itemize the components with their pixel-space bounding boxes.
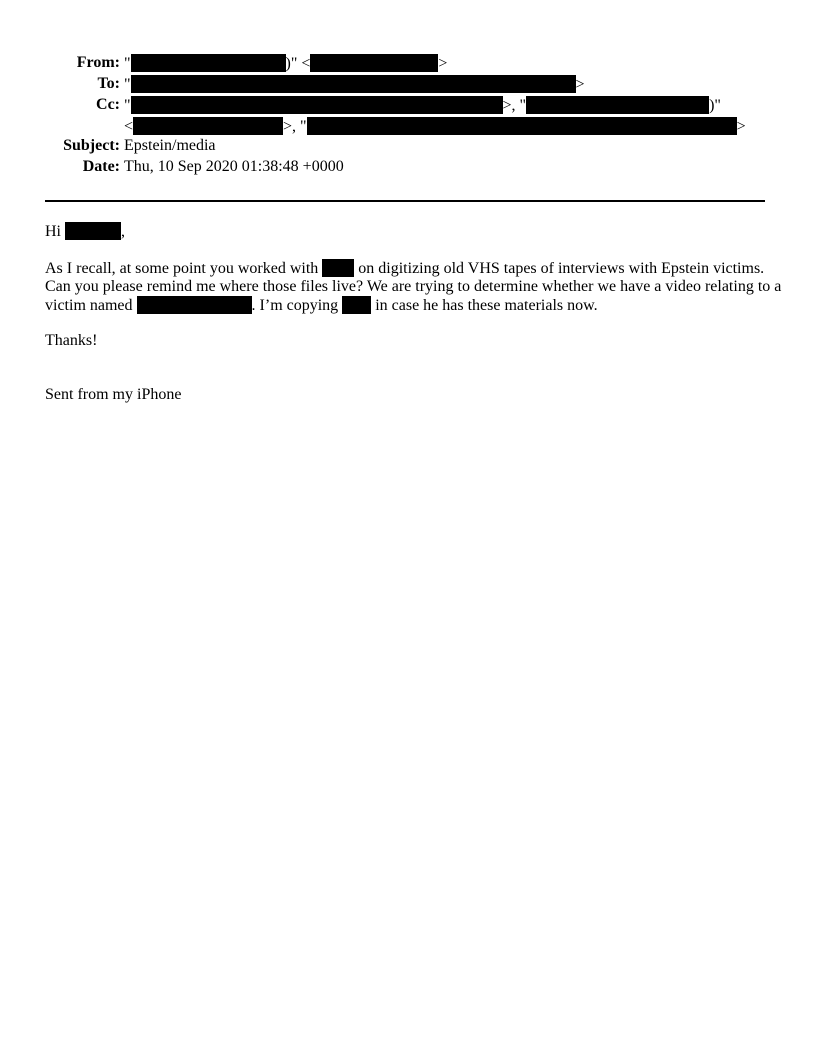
cc-row-continued bbox=[0, 117, 816, 137]
message-paragraph: As I recall, at some point you worked with on digitizing old VHS tapes of interviews with Epstein victims. Can you please remind me where those files live? We are trying to determine whether we have a video relating to a victim named . I’m copying in case he has these materials now. bbox=[45, 260, 782, 314]
email-header bbox=[0, 54, 816, 179]
signature: Sent from my iPhone bbox=[45, 386, 182, 403]
to-value: " > bbox=[124, 76, 585, 93]
subject-label: Subject: bbox=[63, 137, 120, 154]
subject-value: Epstein/media bbox=[124, 137, 216, 154]
from-row bbox=[0, 54, 816, 75]
from-value: " )" < > bbox=[124, 55, 448, 72]
date-value: Thu, 10 Sep 2020 01:38:48 +0000 bbox=[124, 158, 344, 175]
redaction-block bbox=[307, 117, 737, 135]
closing-thanks: Thanks! bbox=[45, 332, 98, 349]
from-label: From: bbox=[76, 54, 120, 71]
date-row bbox=[0, 158, 816, 179]
header-divider bbox=[45, 200, 765, 202]
redaction-block bbox=[310, 54, 438, 72]
redaction-block bbox=[65, 222, 121, 240]
cc-label: Cc: bbox=[96, 96, 120, 113]
date-label: Date: bbox=[82, 158, 120, 175]
redaction-block bbox=[131, 96, 503, 114]
greeting: Hi , bbox=[45, 223, 125, 240]
cc-value-continued: < >, " > bbox=[124, 118, 746, 135]
subject-row bbox=[0, 137, 816, 158]
redaction-block bbox=[342, 296, 371, 314]
redaction-block bbox=[526, 96, 709, 114]
to-row bbox=[0, 75, 816, 96]
redaction-block bbox=[137, 296, 252, 314]
redaction-block bbox=[322, 259, 354, 277]
redaction-block bbox=[133, 117, 283, 135]
to-label: To: bbox=[97, 75, 120, 92]
cc-row bbox=[0, 96, 816, 117]
redaction-block bbox=[131, 75, 576, 93]
cc-value: " >, " )" bbox=[124, 97, 721, 114]
redaction-block bbox=[131, 54, 286, 72]
